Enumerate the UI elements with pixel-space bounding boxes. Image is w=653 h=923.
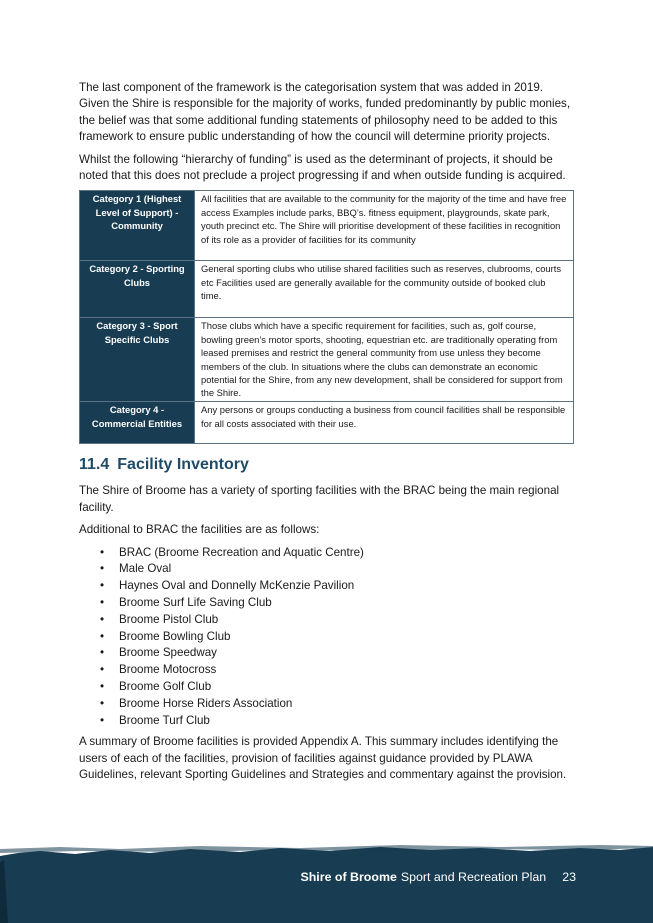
- list-item: [79, 629, 575, 646]
- list-item-label: Broome Pistol Club: [119, 612, 219, 626]
- bullet-icon: •: [100, 612, 105, 626]
- bullet-icon: •: [100, 646, 105, 660]
- bullet-icon: •: [100, 579, 105, 593]
- footer-organisation: Shire of Broome: [300, 870, 397, 884]
- list-item-label: Broome Turf Club: [119, 713, 210, 727]
- bullet-icon: •: [100, 596, 105, 610]
- category-row: [80, 261, 574, 318]
- footer-caption: [300, 870, 576, 884]
- list-item: [79, 561, 575, 578]
- list-item-label: Haynes Oval and Donnelly McKenzie Pavilion: [119, 579, 355, 593]
- list-item-label: Broome Motocross: [119, 663, 217, 677]
- section-paragraph-1: The Shire of Broome has a variety of sporting facilities with the BRAC being the main regional facility.: [79, 484, 560, 514]
- bullet-icon: •: [100, 562, 105, 576]
- intro-paragraph-1: The last component of the framework is the categorisation system that was added in 2019. Given the Shire is responsible for the majority of works, funded predominantly by public monies, the belief was that some additional funding statements of philosophy need to be added to this framework to ensure public understanding of how the council will determine priority projects.: [79, 81, 571, 144]
- bullet-icon: •: [100, 545, 105, 559]
- list-item: [79, 679, 575, 696]
- bullet-icon: •: [100, 629, 105, 643]
- section-number: 11.4: [79, 456, 110, 474]
- list-item-label: Broome Golf Club: [119, 680, 212, 694]
- category-row: [80, 191, 574, 261]
- category-description: Those clubs which have a specific requirement for facilities, such as, golf course, bowling green’s motor sports, shooting, equestrian etc. are traditionally operating from leased premises and restrict the general community from use unless they become members of the club. In situations where the clubs can demonstrate an economic potential for the Shire, from any new development, shall be considered for support from the Shire.: [195, 318, 574, 402]
- list-item: [79, 578, 575, 595]
- bullet-icon: •: [100, 680, 105, 694]
- list-item-label: Broome Horse Riders Association: [119, 696, 293, 710]
- footer-band-shape: [0, 847, 653, 923]
- category-heading: Category 4 - Commercial Entities: [80, 402, 195, 444]
- page-body: [79, 80, 575, 790]
- intro-paragraph-2: Whilst the following “hierarchy of funding” is used as the determinant of projects, it should be noted that this does not preclude a project progressing if and when outside funding is acquired.: [79, 152, 566, 183]
- list-item-label: BRAC (Broome Recreation and Aquatic Centre): [119, 545, 364, 559]
- page-number: 23: [562, 870, 576, 884]
- section-closing-paragraph: A summary of Broome facilities is provided Appendix A. This summary includes identifying the users of each of the facilities, provision of facilities against guidance provided by PLAWA Guidelines, relevant Sporting Guidelines and Strategies and commentary against the provision.: [79, 735, 567, 782]
- list-item: [79, 713, 575, 730]
- category-description: All facilities that are available to the community for the majority of the time and have free access Examples include parks, BBQ’s. fitness equipment, playgrounds, skate park, youth precinct etc. The Shire will prioritise development of these facilities in recognition of its role as a provider of facilities for its community: [195, 191, 574, 261]
- category-row: [80, 402, 574, 444]
- section-title: Facility Inventory: [117, 456, 249, 474]
- list-item: [79, 595, 575, 612]
- list-item: [79, 612, 575, 629]
- facility-list: [79, 545, 575, 730]
- category-description: General sporting clubs who utilise shared facilities such as reserves, clubrooms, courts etc Facilities used are generally available for the community outside of booked club time.: [195, 261, 574, 318]
- category-heading: Category 2 - Sporting Clubs: [80, 261, 195, 318]
- list-item: [79, 662, 575, 679]
- bullet-icon: •: [100, 696, 105, 710]
- list-item: [79, 545, 575, 562]
- list-item-label: Broome Speedway: [119, 646, 217, 660]
- footer-document-title: Sport and Recreation Plan: [400, 870, 547, 884]
- list-item-label: Broome Bowling Club: [119, 629, 231, 643]
- section-paragraph-2: Additional to BRAC the facilities are as follows:: [79, 523, 320, 537]
- list-item-label: Broome Surf Life Saving Club: [119, 596, 272, 610]
- list-item: [79, 696, 575, 713]
- list-item-label: Male Oval: [119, 562, 172, 576]
- bullet-icon: •: [100, 663, 105, 677]
- category-description: Any persons or groups conducting a business from council facilities shall be responsible for all costs associated with their use.: [195, 402, 574, 444]
- list-item: [79, 645, 575, 662]
- bullet-icon: •: [100, 713, 105, 727]
- funding-category-table: [79, 190, 574, 444]
- category-heading: Category 1 (Highest Level of Support) - Community: [80, 191, 195, 261]
- category-heading: Category 3 - Sport Specific Clubs: [80, 318, 195, 402]
- category-row: [80, 318, 574, 402]
- section-heading: [79, 455, 575, 475]
